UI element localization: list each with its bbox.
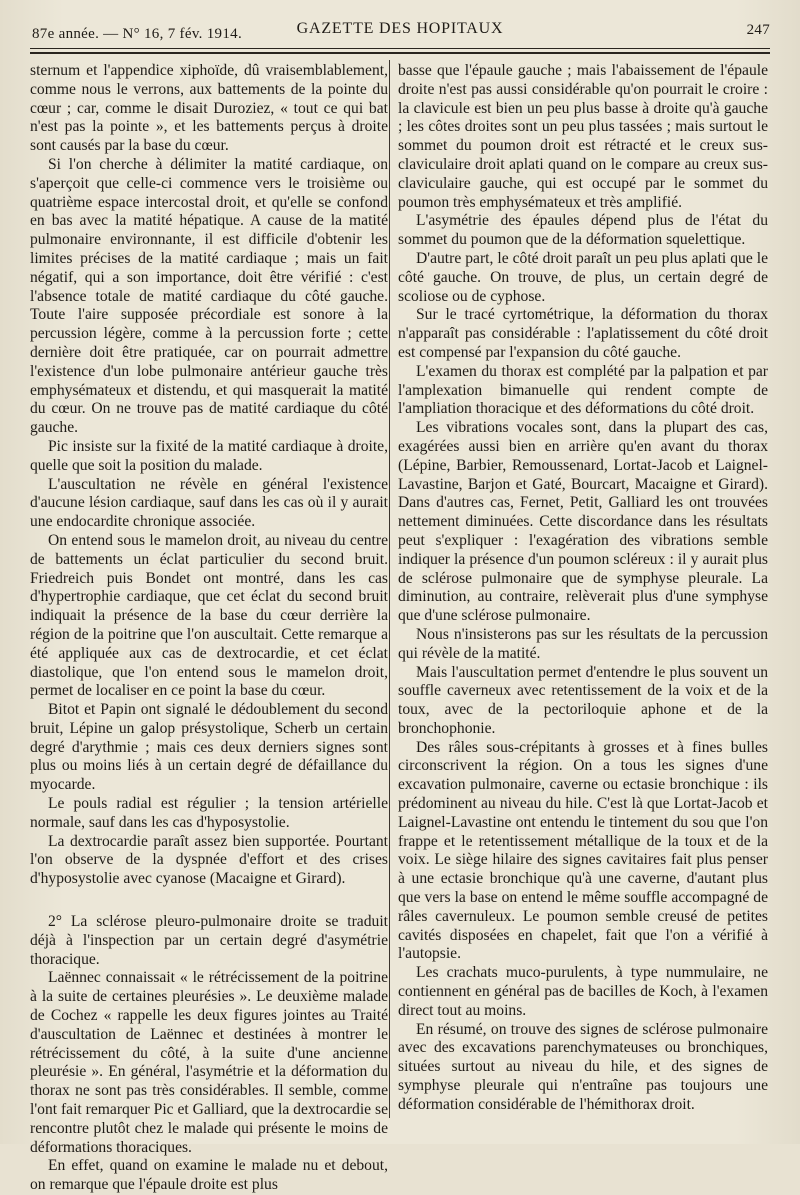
page-number: 247 xyxy=(746,22,770,38)
paragraph: L'asymétrie des épaules dépend plus de l'état du sommet du poumon que de la déformation squelettique. xyxy=(398,212,768,249)
issue-info: 87e année. — N° 16, 7 fév. 1914. xyxy=(32,26,242,42)
left-column xyxy=(30,62,388,1195)
paragraph: basse que l'épaule gauche ; mais l'abaissement de l'épaule droite n'est pas aussi considérable qu'on pourrait le croire : la clavicule est bien un peu plus basse à droite qu'à gauche ; les côtes droites sont un peu plus tassées ; mais surtout le sommet du poumon droit est rétracté et le creux sus-claviculaire droit aplati quand on le compare au creux sus-claviculaire gauche, qui est occupé par le sommet du poumon très emphysémateux et très amplifié. xyxy=(398,62,768,211)
paragraph: Laënnec connaissait « le rétrécissement de la poitrine à la suite de certaines pleurésies ». Le deuxième malade de Cochez « rappelle les deux figures jointes au Traité d'auscultation de Laënnec et destinées à montrer le rétrécissement du côté, à la suite d'une ancienne pleurésie ». En général, l'asymétrie et la déformation du thorax ne sont pas très considérables. Il semble, comme l'ont fait remarquer Pic et Galliard, que la dextrocardie se rencontre plutôt chez le malade qui présente le moins de déformations thoraciques. xyxy=(30,969,388,1156)
section-heading-paragraph: 2° La sclérose pleuro-pulmonaire droite se traduit déjà à l'inspection par un certain degré d'asymétrie thoracique. xyxy=(30,913,388,968)
paragraph: En effet, quand on examine le malade nu et debout, on remarque que l'épaule droite est plus xyxy=(30,1157,388,1194)
paragraph: On entend sous le mamelon droit, au niveau du centre de battements un éclat particulier du second bruit. Friedreich puis Bondet ont montré, dans les cas d'hypertrophie cardiaque, que cet éclat du second bruit indiquait la présence de la base du cœur derrière la région de la poitrine que l'on auscultait. Cette remarque a été appliquée aux cas de dextrocardie, et cet éclat diastolique, que l'on entend sous le mamelon droit, permet de localiser en ce point la base du cœur. xyxy=(30,531,388,700)
paragraph: L'examen du thorax est complété par la palpation et par l'amplexation bimanuelle qui rendent compte de l'ampliation thoracique et des déformations du côté droit. xyxy=(398,362,768,418)
paragraph: Mais l'auscultation permet d'entendre le plus souvent un souffle caverneux avec retentissement de la voix et de la toux, avec de la pectoriloquie aphone et de la bronchophonie. xyxy=(398,663,768,737)
paragraph: En résumé, on trouve des signes de sclérose pulmonaire avec des excavations parenchymateuses ou bronchiques, situées surtout au niveau du hile, et des signes de symphyse pleurale qui n'entraîne pas toujours une déformation considérable de l'hémithorax droit. xyxy=(398,1020,768,1113)
right-column xyxy=(398,62,768,1115)
journal-title: GAZETTE DES HOPITAUX xyxy=(296,20,504,37)
header-rule xyxy=(30,48,770,49)
paragraph: Les crachats muco-purulents, à type nummulaire, ne contiennent en général pas de bacilles de Koch, à l'examen direct tout au moins. xyxy=(398,964,768,1019)
paragraph: Pic insiste sur la fixité de la matité cardiaque à droite, quelle que soit la position du malade. xyxy=(30,437,388,474)
paragraph: D'autre part, le côté droit paraît un peu plus aplati que le côté gauche. On trouve, de plus, un certain degré de scoliose ou de cyphose. xyxy=(398,249,768,305)
paragraph: sternum et l'appendice xiphoïde, dû vraisemblablement, comme nous le verrons, aux battements de la pointe du cœur ; car, comme le disait Duroziez, « tout ce qui bat n'est pas la pointe », et les battements perçus à droite sont causés par la base du cœur. xyxy=(30,62,388,155)
paragraph: Si l'on cherche à délimiter la matité cardiaque, on s'aperçoit que celle-ci commence vers le troisième ou quatrième espace intercostal droit, et qu'elle se confond en bas avec la matité hépatique. A cause de la matité pulmonaire environnante, il est difficile d'obtenir les limites précises de la matité cardiaque ; mais un fait négatif, qui a son importance, doit être vérifié : c'est l'absence totale de matité cardiaque du côté gauche. Toute l'aire supposée précordiale est sonore à la percussion légère, comme à la percussion forte ; cette dernière doit être pratiquée, car on pourrait admettre l'existence d'un lobe pulmonaire antérieur gauche très emphysémateux et distendu, et qui masquerait la matité du cœur. On ne trouve pas de matité cardiaque du côté gauche. xyxy=(30,155,388,437)
paragraph: Les vibrations vocales sont, dans la plupart des cas, exagérées aussi bien en arrière qu'en avant du thorax (Lépine, Barbier, Remoussenard, Lortat-Jacob et Laignel-Lavastine, Barjon et Gaté, Bourcart, Macaigne et Girard). Dans d'autres cas, Fernet, Petit, Galliard les ont trouvées nettement diminuées. Cette discordance dans les résultats peut s'expliquer : l'exagération des vibrations semble indiquer la présence d'un poumon scléreux : il y aurait plus de sclérose pulmonaire que de symphyse pleurale. La diminution, au contraire, relèverait plus d'une symphyse que d'une sclérose pulmonaire. xyxy=(398,419,768,625)
column-divider xyxy=(389,60,390,1118)
section-gap xyxy=(30,889,388,913)
paragraph: Bitot et Papin ont signalé le dédoublement du second bruit, Lépine un galop présystolique, Scherb un certain degré d'arythmie ; mais ces deux derniers signes sont plus ou moins liés à un certain degré de défaillance du myocarde. xyxy=(30,701,388,794)
paragraph: Sur le tracé cyrtométrique, la déformation du thorax n'apparaît pas considérable : l'aplatissement du côté droit est compensé par l'expansion du côté gauche. xyxy=(398,306,768,361)
paragraph: La dextrocardie paraît assez bien supportée. Pourtant l'on observe de la dyspnée d'effort et des crises d'hyposystolie avec cyanose (Macaigne et Girard). xyxy=(30,832,388,888)
paragraph: Le pouls radial est régulier ; la tension artérielle normale, sauf dans les cas d'hyposystolie. xyxy=(30,795,388,831)
header-rule-thick xyxy=(30,52,770,54)
running-header xyxy=(30,16,770,46)
paragraph: L'auscultation ne révèle en général l'existence d'aucune lésion cardiaque, sauf dans les cas où il y aurait une endocardite chronique associée. xyxy=(30,475,388,531)
paragraph: Des râles sous-crépitants à grosses et à fines bulles circonscrivent la région. On a tous les signes d'une excavation pulmonaire, caverne ou ectasie bronchique : ils prédominent au niveau du hile. C'est là que Lortat-Jacob et Laignel-Lavastine ont entendu le tintement du sou que l'on frappe et le retentissement métallique de la toux et de la voix. Le siège hilaire des signes cavitaires fait plus penser à une ectasie bronchique qu'à une caverne, d'autant plus que vers la base on entend le même souffle accompagné de râles cavernuleux. Le poumon semble creusé de petites cavités disposées en chapelet, fait que l'on a vérifié à l'autopsie. xyxy=(398,738,768,963)
paragraph: Nous n'insisterons pas sur les résultats de la percussion qui révèle de la matité. xyxy=(398,625,768,662)
